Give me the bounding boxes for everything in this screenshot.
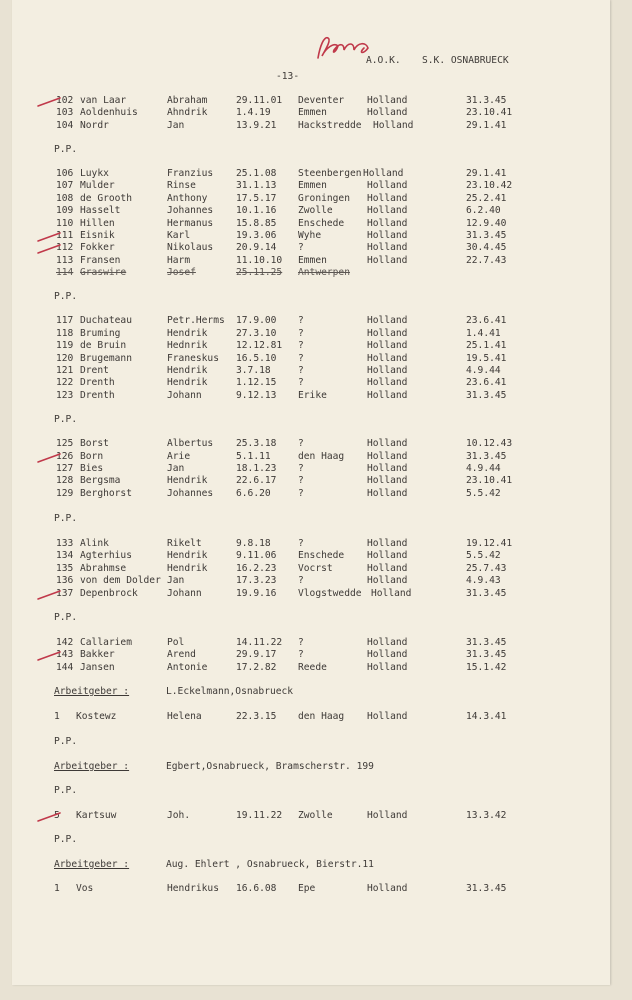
birth-town: ? [298,463,304,474]
surname: Agterhius [80,550,132,561]
birth-date: 1.4.19 [236,107,271,118]
record-date: 23.6.41 [466,377,507,388]
birth-town: Zwolle [298,205,333,216]
birth-town: ? [298,377,304,388]
record-number: 126 [56,451,74,462]
birth-date: 11.10.10 [236,255,283,266]
first-name: Nikolaus [167,242,214,253]
birth-town: ? [298,340,304,351]
country: Holland [367,538,408,549]
record-date: 31.3.45 [466,451,507,462]
record-number: 106 [56,168,74,179]
pp-label: P.P. [54,736,78,747]
employer-label: Arbeitgeber : [54,686,130,697]
table-row [0,376,632,390]
record-number: 111 [56,230,74,241]
first-name: Johann [167,390,202,401]
birth-town: den Haag [298,711,345,722]
first-name: Hendrik [167,377,208,388]
first-name: Antonie [167,662,208,673]
first-name: Franzius [167,168,214,179]
record-date: 23.10.41 [466,107,513,118]
country: Holland [367,438,408,449]
country: Holland [367,390,408,401]
record-number: 128 [56,475,74,486]
birth-town: den Haag [298,451,345,462]
table-row [0,339,632,353]
birth-date: 17.5.17 [236,193,277,204]
record-date: 31.3.45 [466,649,507,660]
birth-date: 5.1.11 [236,451,271,462]
record-number: 120 [56,353,74,364]
employer-name: L.Eckelmann,Osnabrueck [166,686,294,697]
country: Holland [373,120,414,131]
birth-date: 31.1.13 [236,180,277,191]
surname: Drenth [80,377,115,388]
record-date: 22.7.43 [466,255,507,266]
birth-date: 12.12.81 [236,340,283,351]
record-number: 5 [54,810,60,821]
country: Holland [367,255,408,266]
record-number: 113 [56,255,74,266]
country: Holland [371,588,412,599]
first-name: Hednrik [167,340,208,351]
birth-date: 3.7.18 [236,365,271,376]
record-number: 102 [56,95,74,106]
surname: Alink [80,538,109,549]
record-date: 5.5.42 [466,488,501,499]
birth-date: 14.11.22 [236,637,283,648]
birth-date: 10.1.16 [236,205,277,216]
record-number: 103 [56,107,74,118]
record-number: 135 [56,563,74,574]
first-name: Josef [167,267,196,278]
record-date: 29.1.41 [466,120,507,131]
country: Holland [367,883,408,894]
surname: Duchateau [80,315,132,326]
birth-date: 17.3.23 [236,575,277,586]
surname: Berghorst [80,488,132,499]
employer-heading [0,760,632,774]
birth-town: Enschede [298,550,345,561]
table-row [0,204,632,218]
first-name: Franeskus [167,353,219,364]
record-number: 143 [56,649,74,660]
pp-label: P.P. [54,612,78,623]
birth-date: 20.9.14 [236,242,277,253]
birth-date: 27.3.10 [236,328,277,339]
birth-town: ? [298,315,304,326]
surname: Hasselt [80,205,121,216]
pp-marker [0,784,632,798]
pp-marker [0,290,632,304]
table-row [0,474,632,488]
employer-label: Arbeitgeber : [54,859,130,870]
surname: Kartsuw [76,810,117,821]
birth-date: 29.11.01 [236,95,283,106]
country: Holland [367,563,408,574]
first-name: Jan [167,575,185,586]
birth-town: ? [298,365,304,376]
record-date: 23.10.41 [466,475,513,486]
table-row [0,809,632,823]
first-name: Hendrik [167,365,208,376]
table-row [0,389,632,403]
record-number: 127 [56,463,74,474]
record-date: 12.9.40 [466,218,507,229]
birth-town: ? [298,475,304,486]
first-name: Ahndrik [167,107,208,118]
country: Holland [367,242,408,253]
check-mark-icon [36,589,62,601]
table-row [0,314,632,328]
birth-date: 9.8.18 [236,538,271,549]
birth-town: ? [298,637,304,648]
country: Holland [367,230,408,241]
birth-date: 25.3.18 [236,438,277,449]
header-org-right: S.K. OSNABRUECK [422,55,509,66]
first-name: Joh. [167,810,191,821]
record-date: 31.3.45 [466,95,507,106]
surname: Bruming [80,328,121,339]
record-number: 125 [56,438,74,449]
surname: Drent [80,365,109,376]
surname: Callariem [80,637,132,648]
country: Holland [367,193,408,204]
birth-date: 1.12.15 [236,377,277,388]
employer-name: Aug. Ehlert , Osnabrueck, Bierstr.11 [166,859,374,870]
birth-town: ? [298,242,304,253]
birth-town: Reede [298,662,327,673]
pp-marker [0,512,632,526]
record-date: 15.1.42 [466,662,507,673]
first-name: Rikelt [167,538,202,549]
table-row [0,587,632,601]
surname: de Bruin [80,340,127,351]
country: Holland [367,218,408,229]
country: Holland [367,377,408,388]
birth-date: 19.9.16 [236,588,277,599]
first-name: Johann [167,588,202,599]
record-date: 31.3.45 [466,390,507,401]
employer-heading [0,858,632,872]
surname: Bergsma [80,475,121,486]
birth-date: 16.5.10 [236,353,277,364]
record-date: 4.9.43 [466,575,501,586]
first-name: Hermanus [167,218,214,229]
first-name: Hendrik [167,550,208,561]
surname: Drenth [80,390,115,401]
first-name: Arie [167,451,191,462]
pp-label: P.P. [54,513,78,524]
first-name: Jan [167,463,185,474]
first-name: Hendrikus [167,883,219,894]
surname: Mulder [80,180,115,191]
country: Holland [367,451,408,462]
birth-date: 16.6.08 [236,883,277,894]
page-number: -13- [276,71,300,82]
birth-town: Hackstredde [298,120,362,131]
record-date: 29.1.41 [466,168,507,179]
birth-town: Emmen [298,107,327,118]
country: Holland [367,463,408,474]
country: Holland [367,575,408,586]
record-number: 104 [56,120,74,131]
record-number: 144 [56,662,74,673]
table-row [0,574,632,588]
record-number: 136 [56,575,74,586]
record-date: 19.12.41 [466,538,513,549]
first-name: Jan [167,120,185,131]
birth-town: Wyhe [298,230,322,241]
employer-heading [0,685,632,699]
pp-marker [0,611,632,625]
table-row [0,241,632,255]
record-date: 6.2.40 [466,205,501,216]
record-number: 108 [56,193,74,204]
surname: Eisnik [80,230,115,241]
birth-date: 6.6.20 [236,488,271,499]
surname: Born [80,451,104,462]
table-row [0,487,632,501]
first-name: Johannes [167,488,214,499]
pp-marker [0,833,632,847]
surname: Bakker [80,649,115,660]
record-date: 23.10.42 [466,180,513,191]
record-number: 112 [56,242,74,253]
birth-date: 25.11.25 [236,267,283,278]
table-row [0,648,632,662]
first-name: Hendrik [167,475,208,486]
first-name: Harm [167,255,191,266]
table-row [0,661,632,675]
birth-date: 17.9.00 [236,315,277,326]
country: Holland [367,365,408,376]
first-name: Karl [167,230,191,241]
country: Holland [367,637,408,648]
birth-town: ? [298,438,304,449]
birth-date: 19.11.22 [236,810,283,821]
country: Holland [363,168,404,179]
record-date: 25.1.41 [466,340,507,351]
birth-date: 29.9.17 [236,649,277,660]
pp-marker [0,735,632,749]
first-name: Rinse [167,180,196,191]
table-row [0,882,632,896]
record-date: 25.2.41 [466,193,507,204]
table-row [0,266,632,280]
record-date: 19.5.41 [466,353,507,364]
first-name: Pol [167,637,185,648]
birth-town: Groningen [298,193,350,204]
surname: Vos [76,883,94,894]
country: Holland [367,340,408,351]
surname: Borst [80,438,109,449]
country: Holland [367,95,408,106]
birth-date: 22.3.15 [236,711,277,722]
birth-town: ? [298,575,304,586]
country: Holland [367,810,408,821]
record-date: 4.9.44 [466,365,501,376]
birth-date: 13.9.21 [236,120,277,131]
country: Holland [367,475,408,486]
country: Holland [367,328,408,339]
birth-town: Steenbergen [298,168,362,179]
table-row [0,179,632,193]
record-number: 118 [56,328,74,339]
surname: van Laar [80,95,127,106]
country: Holland [367,205,408,216]
birth-town: Vlogstwedde [298,588,362,599]
surname: Kostewz [76,711,117,722]
record-number: 142 [56,637,74,648]
record-number: 137 [56,588,74,599]
surname: Hillen [80,218,115,229]
birth-date: 16.2.23 [236,563,277,574]
surname: Jansen [80,662,115,673]
birth-town: Vocrst [298,563,333,574]
birth-town: Deventer [298,95,345,106]
country: Holland [367,315,408,326]
first-name: Hendrik [167,563,208,574]
record-date: 10.12.43 [466,438,513,449]
surname: Nordr [80,120,109,131]
record-date: 31.3.45 [466,637,507,648]
page-number-line [0,70,632,84]
first-name: Abraham [167,95,208,106]
country: Holland [367,662,408,673]
first-name: Johannes [167,205,214,216]
record-date: 30.4.45 [466,242,507,253]
birth-town: Emmen [298,180,327,191]
record-date: 31.3.45 [466,588,507,599]
pp-label: P.P. [54,414,78,425]
birth-town: ? [298,538,304,549]
pp-label: P.P. [54,785,78,796]
first-name: Helena [167,711,202,722]
surname: Brugemann [80,353,132,364]
surname: de Grooth [80,193,132,204]
record-number: 114 [56,267,74,278]
surname: Aoldenhuis [80,107,138,118]
record-number: 107 [56,180,74,191]
country: Holland [367,649,408,660]
first-name: Albertus [167,438,214,449]
birth-town: ? [298,488,304,499]
record-number: 119 [56,340,74,351]
table-row [0,710,632,724]
surname: Fokker [80,242,115,253]
record-number: 110 [56,218,74,229]
table-row [0,437,632,451]
employer-label: Arbeitgeber : [54,761,130,772]
pp-label: P.P. [54,144,78,155]
country: Holland [367,107,408,118]
first-name: Hendrik [167,328,208,339]
record-date: 13.3.42 [466,810,507,821]
record-number: 134 [56,550,74,561]
record-number: 121 [56,365,74,376]
record-date: 25.7.43 [466,563,507,574]
record-number: 133 [56,538,74,549]
pp-label: P.P. [54,291,78,302]
record-date: 31.3.45 [466,230,507,241]
birth-date: 9.11.06 [236,550,277,561]
birth-date: 22.6.17 [236,475,277,486]
record-date: 14.3.41 [466,711,507,722]
record-number: 122 [56,377,74,388]
birth-date: 18.1.23 [236,463,277,474]
birth-town: ? [298,353,304,364]
record-number: 1 [54,883,60,894]
pp-label: P.P. [54,834,78,845]
birth-town: ? [298,649,304,660]
birth-date: 9.12.13 [236,390,277,401]
birth-date: 17.2.82 [236,662,277,673]
country: Holland [367,711,408,722]
header-org-left: A.O.K. [366,55,401,66]
check-mark-icon [36,811,62,823]
country: Holland [367,180,408,191]
birth-date: 15.8.85 [236,218,277,229]
record-number: 123 [56,390,74,401]
country: Holland [367,488,408,499]
birth-town: Antwerpen [298,267,350,278]
record-date: 31.3.45 [466,883,507,894]
record-date: 1.4.41 [466,328,501,339]
table-row [0,119,632,133]
first-name: Anthony [167,193,208,204]
table-row [0,106,632,120]
record-date: 4.9.44 [466,463,501,474]
country: Holland [367,550,408,561]
first-name: Arend [167,649,196,660]
table-row [0,549,632,563]
employer-name: Egbert,Osnabrueck, Bramscherstr. 199 [166,761,374,772]
birth-town: Zwolle [298,810,333,821]
birth-town: Emmen [298,255,327,266]
surname: von dem Dolder [80,575,161,586]
surname: Fransen [80,255,121,266]
page-header [0,54,632,68]
pp-marker [0,143,632,157]
surname: Depenbrock [80,588,138,599]
record-number: 117 [56,315,74,326]
surname: Luykx [80,168,109,179]
birth-town: Erike [298,390,327,401]
birth-town: Epe [298,883,316,894]
country: Holland [367,353,408,364]
pp-marker [0,413,632,427]
surname: Bies [80,463,104,474]
surname: Abrahmse [80,563,127,574]
record-number: 129 [56,488,74,499]
record-date: 5.5.42 [466,550,501,561]
surname: Graswire [80,267,127,278]
birth-town: Enschede [298,218,345,229]
birth-date: 25.1.08 [236,168,277,179]
birth-town: ? [298,328,304,339]
birth-date: 19.3.06 [236,230,277,241]
record-number: 109 [56,205,74,216]
first-name: Petr.Herms [167,315,225,326]
record-number: 1 [54,711,60,722]
record-date: 23.6.41 [466,315,507,326]
